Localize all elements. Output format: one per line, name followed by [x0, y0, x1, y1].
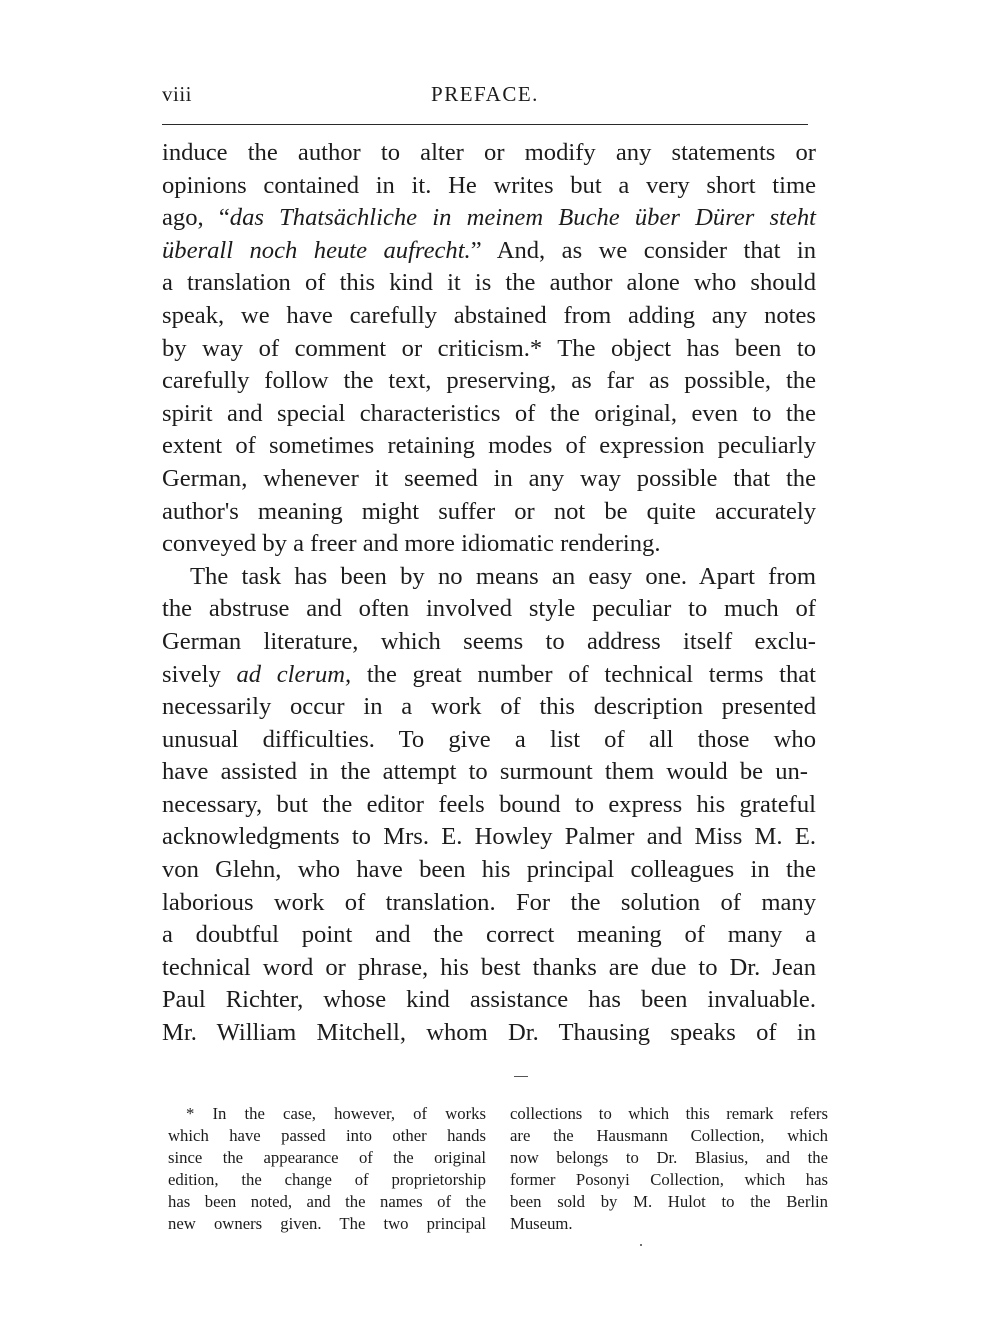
- text-line: conveyed by a freer and more idiomatic rendering.: [162, 530, 661, 558]
- text-line: opinions contained in it. He writes but a very short time: [162, 171, 816, 199]
- text-line: a translation of this kind it is the author alone who should: [162, 269, 816, 297]
- text-line: The task has been by no means an easy one. Apart from: [190, 562, 816, 590]
- print-speck: [640, 1244, 642, 1246]
- text-line: German literature, which seems to address itself exclu-: [162, 627, 816, 655]
- page-number: viii: [162, 82, 193, 106]
- footnote-line: now belongs to Dr. Blasius, and the: [510, 1148, 828, 1167]
- text-line: [162, 235, 816, 268]
- footnote-line: has been noted, and the names of the: [168, 1192, 486, 1211]
- footnote-line: Museum.: [510, 1214, 573, 1233]
- text-line: acknowledgments to Mrs. E. Howley Palmer and Miss M. E.: [162, 823, 816, 851]
- footnote-line: which have passed into other hands: [168, 1126, 486, 1145]
- footnote-line: collections to which this remark refers: [510, 1104, 828, 1123]
- text-line: German, whenever it seemed in any way possible that the: [162, 464, 816, 492]
- footnote-line: former Posonyi Collection, which has: [510, 1170, 828, 1189]
- footnote-column-left: [168, 1103, 486, 1235]
- text-line: carefully follow the text, preserving, as far as possible, the: [162, 367, 816, 395]
- text-line: [162, 202, 816, 235]
- text-line: von Glehn, who have been his principal colleagues in the: [162, 856, 816, 884]
- text-line: Mr. William Mitchell, whom Dr. Thausing speaks of in: [162, 1019, 816, 1047]
- text-line: Paul Richter, whose kind assistance has been invaluable.: [162, 986, 816, 1014]
- main-text: [162, 137, 816, 1050]
- text-line: the abstruse and often involved style peculiar to much of: [162, 595, 816, 623]
- text-line: spirit and special characteristics of the original, even to the: [162, 399, 816, 427]
- text-line: extent of sometimes retaining modes of expression peculiarly: [162, 432, 816, 460]
- text-run: ago, “: [162, 204, 230, 232]
- text-line: necessarily occur in a work of this description presented: [162, 693, 816, 721]
- german-quote-end: überall noch heute aufrecht.: [162, 236, 471, 264]
- text-line: by way of comment or criticism.* The object has been to: [162, 334, 816, 362]
- footnote-separator: [514, 1076, 528, 1077]
- footnote-line: since the appearance of the original: [168, 1148, 486, 1167]
- footnote-column-right: [510, 1103, 828, 1235]
- text-line: speak, we have carefully abstained from adding any notes: [162, 301, 816, 329]
- text-line: technical word or phrase, his best thanks are due to Dr. Jean: [162, 953, 816, 981]
- text-line: [162, 659, 816, 692]
- footnote-line: edition, the change of proprietorship: [168, 1170, 486, 1189]
- text-run: ” And, as we consider that in: [470, 236, 816, 264]
- latin-phrase: ad clerum,: [236, 660, 352, 688]
- text-line: laborious work of translation. For the solution of many: [162, 888, 816, 916]
- text-line: unusual difficulties. To give a list of all those who: [162, 725, 816, 753]
- text-run: sively: [162, 660, 237, 688]
- text-line: have assisted in the attempt to surmount them would be un-: [162, 758, 808, 786]
- german-quote: das Thatsächliche in meinem Buche über Dürer steht: [229, 204, 816, 232]
- footnote-line: * In the case, however, of works: [186, 1104, 486, 1123]
- text-line: author's meaning might suffer or not be quite accurately: [162, 497, 816, 525]
- text-line: necessary, but the editor feels bound to express his grateful: [162, 790, 816, 818]
- running-title: PREFACE.: [431, 82, 539, 106]
- footnote-line: been sold by M. Hulot to the Berlin: [510, 1192, 828, 1211]
- text-run: the great number of technical terms that: [351, 660, 816, 688]
- footnote-line: are the Hausmann Collection, which: [510, 1126, 828, 1145]
- running-header: [162, 82, 808, 112]
- footnote-line: new owners given. The two principal: [168, 1214, 486, 1233]
- text-line: a doubtful point and the correct meaning of many a: [162, 921, 816, 949]
- text-line: induce the author to alter or modify any statements or: [162, 139, 816, 166]
- header-rule: [162, 124, 808, 125]
